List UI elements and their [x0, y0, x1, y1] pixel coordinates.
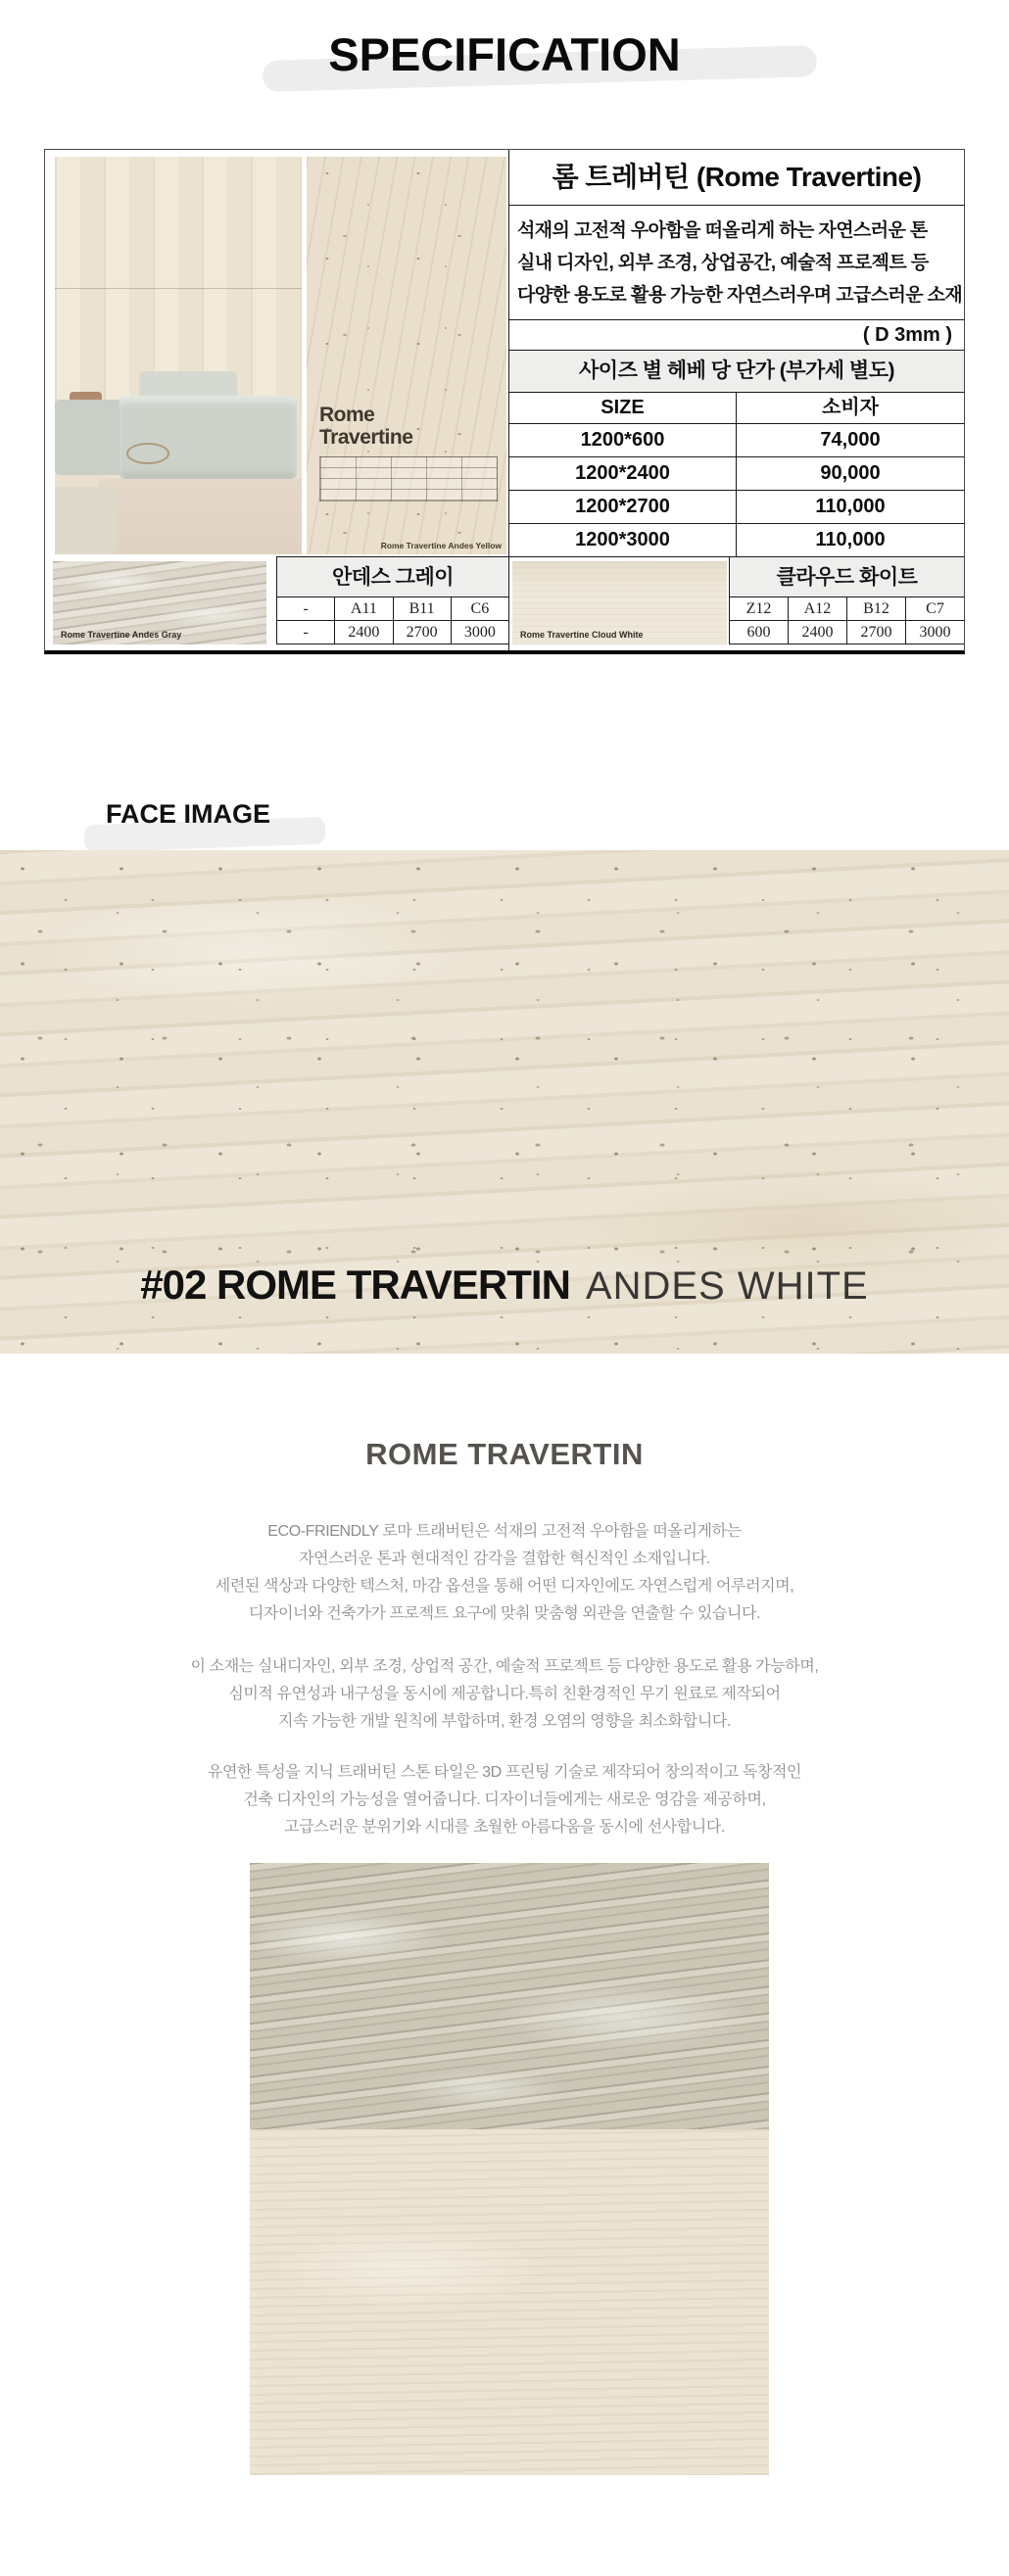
- specification-table: [44, 149, 965, 654]
- size-cell: -: [303, 624, 309, 641]
- cloud-white-caption: Rome Travertine Cloud White: [520, 630, 644, 640]
- about-line: 심미적 유연성과 내구성을 동시에 제공합니다.특히 친환경적인 무기 원료로 제작되어: [228, 1686, 781, 1702]
- code-cell: -: [303, 600, 309, 617]
- cream-travertine-texture: [250, 2129, 769, 2475]
- about-line: 세련된 색상과 다양한 텍스처, 마감 옵션을 통해 어떤 디자인에도 자연스럽게 어루러지며,: [215, 1578, 794, 1595]
- ottoman: [55, 487, 117, 554]
- about-line: ECO-FRIENDLY 로마 트래버틴은 석재의 고전적 우아함을 떠올리게하는: [267, 1523, 742, 1540]
- cloud-white-title: 클라우드 화이트: [729, 556, 964, 597]
- cloud-white-strip: [509, 556, 964, 650]
- price-size: 1200*2700: [509, 491, 737, 523]
- gray-marble-texture: [250, 1863, 769, 2129]
- product-title: 롬 트레버틴 (Rome Travertine): [509, 150, 964, 206]
- cloud-white-body: [729, 597, 964, 644]
- price-columns-row: [509, 393, 964, 424]
- size-cell: 2700: [846, 621, 905, 644]
- code-cell: B12: [846, 597, 905, 620]
- size-cell: 2400: [334, 621, 392, 644]
- page-title: SPECIFICATION: [328, 28, 681, 80]
- face-image-title: FACE IMAGE: [106, 799, 271, 829]
- andes-gray-body: [276, 597, 508, 644]
- sample-overlay-title: [319, 404, 412, 449]
- face-label-bold: #02 ROME TRAVERTIN: [140, 1262, 570, 1308]
- spec-title-section: [0, 18, 1009, 96]
- face-image-label: [0, 1262, 1009, 1309]
- andes-gray-sizes-row: [277, 621, 508, 644]
- thickness-note: ( D 3mm ): [509, 320, 964, 351]
- description-line: 다양한 용도로 활용 가능한 자연스러우며 고급스러운 소재: [517, 285, 963, 306]
- price-row: [509, 524, 964, 557]
- size-cell: 3000: [451, 621, 508, 644]
- andes-gray-codes-row: [277, 597, 508, 621]
- code-cell: B11: [393, 597, 451, 620]
- price-value: 90,000: [820, 462, 881, 484]
- cloud-white-sizes-row: [730, 621, 964, 644]
- spec-table-left-panel: [45, 150, 509, 650]
- price-value: 74,000: [820, 429, 881, 451]
- code-cell: A12: [788, 597, 846, 620]
- price-row: [509, 424, 964, 457]
- sample-overlay-line2: Travertine: [319, 426, 413, 449]
- product-description: [509, 206, 964, 320]
- price-size: 1200*3000: [509, 524, 737, 556]
- material-sample-photo: [250, 1863, 769, 2475]
- sofa: [120, 396, 297, 479]
- sample-overlay-line1: Rome: [319, 404, 375, 426]
- sample-mini-spec-table: [319, 456, 498, 501]
- size-cell: 2400: [788, 621, 846, 644]
- price-value: 110,000: [815, 529, 886, 550]
- about-title: ROME TRAVERTIN: [365, 1437, 644, 1471]
- size-cell: 3000: [905, 621, 964, 644]
- price-column-size: SIZE: [509, 393, 737, 423]
- about-line: 건축 디자인의 가능성을 열어줍니다. 디자이너들에게는 새로운 영감을 제공하며,: [243, 1791, 766, 1808]
- about-paragraph-3: [0, 1759, 1009, 1841]
- description-line: 석재의 고전적 우아함을 떠올리게 하는 자연스러운 톤: [517, 220, 928, 241]
- price-column-consumer: 소비자: [822, 397, 879, 418]
- price-row: [509, 457, 964, 491]
- code-cell: C7: [905, 597, 964, 620]
- face-label-light: ANDES WHITE: [585, 1264, 869, 1308]
- about-line: 지속 가능한 개발 원칙에 부합하며, 환경 오염의 영향을 최소화합니다.: [277, 1713, 732, 1730]
- code-cell: C6: [451, 597, 508, 620]
- wall-seam: [55, 288, 302, 289]
- code-cell: Z12: [745, 600, 772, 617]
- andes-gray-table: [276, 556, 508, 644]
- sample-caption: Rome Travertine Andes Yellow: [380, 541, 502, 550]
- about-paragraph-2: [0, 1653, 1009, 1736]
- about-line: 디자이너와 건축가가 프로젝트 요구에 맞춰 맞춤형 외관을 연출할 수 있습니다.: [248, 1605, 761, 1622]
- price-row: [509, 491, 964, 524]
- andes-gray-strip: [45, 556, 508, 650]
- about-line: 자연스러운 톤과 현대적인 감각을 결합한 혁신적인 소재입니다.: [299, 1550, 710, 1567]
- price-size: 1200*2400: [509, 457, 737, 490]
- stone-sample-photo: [307, 157, 506, 554]
- size-cell: 2700: [393, 621, 451, 644]
- andes-gray-photo: [53, 561, 266, 644]
- price-size: 1200*600: [509, 424, 737, 456]
- rug: [99, 479, 302, 554]
- about-line: 이 소재는 실내디자인, 외부 조경, 상업적 공간, 예술적 프로젝트 등 다양한 용도로 활용 가능하며,: [190, 1658, 819, 1675]
- about-paragraph-1: [0, 1518, 1009, 1628]
- andes-gray-caption: Rome Travertine Andes Gray: [61, 630, 182, 640]
- price-value: 110,000: [815, 496, 886, 517]
- price-table-header: 사이즈 별 헤베 당 단가 (부가세 별도): [509, 351, 964, 393]
- about-line: 고급스러운 분위기와 시대를 초월한 아름다움을 동시에 선사합니다.: [284, 1819, 725, 1836]
- cloud-white-photo: [512, 561, 727, 644]
- code-cell: A11: [334, 597, 392, 620]
- description-line: 실내 디자인, 외부 조경, 상업공간, 예술적 프로젝트 등: [517, 253, 929, 273]
- andes-gray-title: 안데스 그레이: [276, 556, 508, 597]
- cloud-white-codes-row: [730, 597, 964, 621]
- interior-photo: [55, 157, 302, 554]
- size-cell: 600: [746, 624, 771, 641]
- face-image-photo: [0, 850, 1009, 1354]
- cloud-white-table: [729, 556, 964, 644]
- about-line: 유연한 특성을 지닉 트래버틴 스톤 타일은 3D 프린팅 기술로 제작되어 창의적이고 독창적인: [207, 1764, 802, 1781]
- spec-table-right-panel: [509, 150, 964, 650]
